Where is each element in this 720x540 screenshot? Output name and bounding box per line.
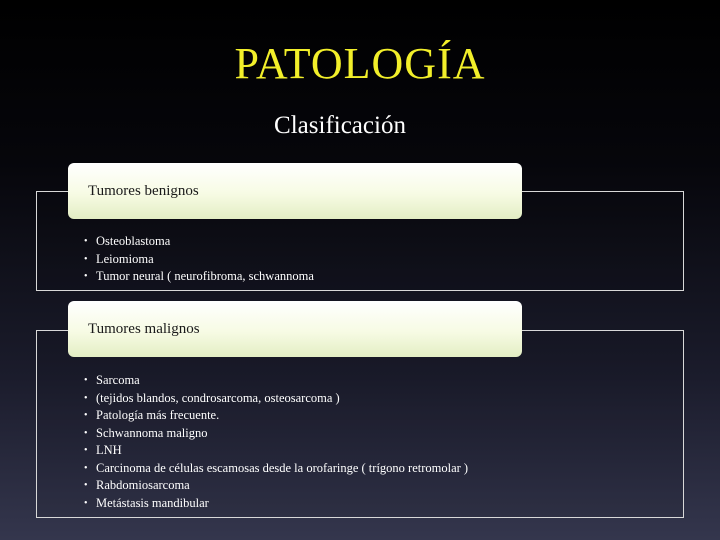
list-item: • Carcinoma de células escamosas desde la orofaringe ( trígono retromolar )	[84, 460, 468, 478]
benign-tumors-header-label: Tumores benignos	[88, 182, 199, 199]
list-item: • Leiomioma	[84, 251, 314, 269]
slide-title: PATOLOGÍA	[234, 39, 486, 88]
list-item: • Rabdomiosarcoma	[84, 477, 468, 495]
list-item: • LNH	[84, 442, 468, 460]
list-item: • Osteoblastoma	[84, 233, 314, 251]
malignant-tumors-header-label: Tumores malignos	[88, 320, 200, 337]
list-item: • Sarcoma	[84, 372, 468, 390]
list-item: • Patología más frecuente.	[84, 407, 468, 425]
slide-subtitle: Clasificación	[274, 112, 406, 139]
list-item: • Tumor neural ( neurofibroma, schwannoma	[84, 268, 314, 286]
malignant-tumors-header	[68, 301, 522, 357]
benign-tumors-group	[36, 163, 684, 293]
list-item: • Schwannoma maligno	[84, 425, 468, 443]
list-item: • Metástasis mandibular	[84, 495, 468, 513]
malignant-tumors-group	[36, 301, 684, 519]
malignant-tumors-list	[84, 372, 468, 512]
benign-tumors-header	[68, 163, 522, 219]
benign-tumors-list	[84, 233, 314, 286]
list-item: • (tejidos blandos, condrosarcoma, osteosarcoma )	[84, 390, 468, 408]
